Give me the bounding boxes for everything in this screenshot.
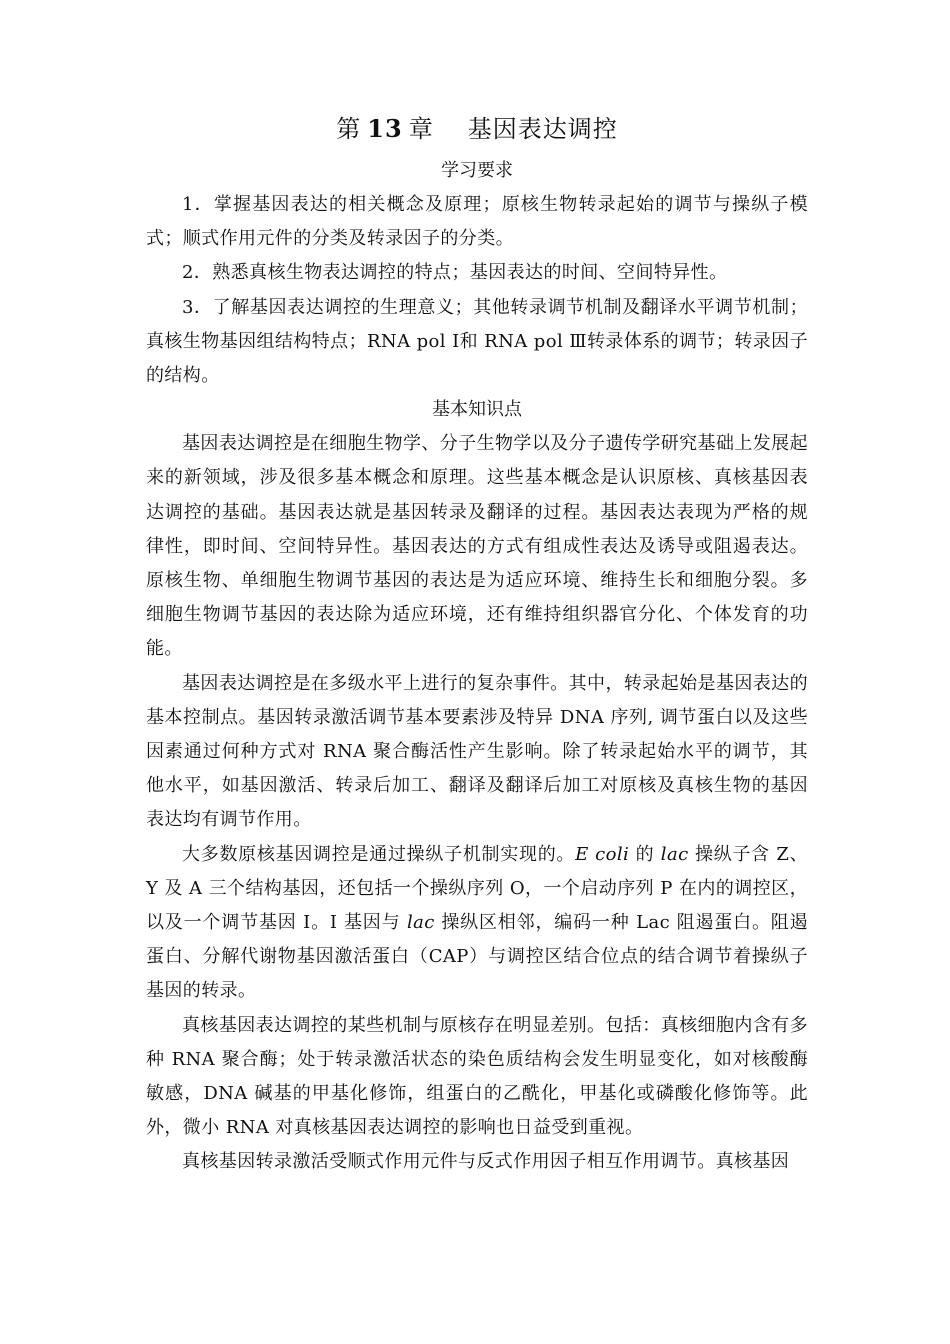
knowledge-paragraph-2: 基因表达调控是在多级水平上进行的复杂事件。其中，转录起始是基因表达的基本控制点。基因转录激活调节基本要素涉及特异 DNA 序列, 调节蛋白以及这些因素通过何种方式对 RNA 聚合酶活性产生影响。除了转录起始水平的调节，其他水平，如基因激活、转录后加工、翻译及翻译后加工对原核及真核生物的基因表达均有调节作用。 [146,672,808,831]
requirement-item-2: 2．熟悉真核生物表达调控的特点；基因表达的时间、空间特异性。 [182,262,728,284]
knowledge-heading: 基本知识点 [432,399,522,421]
knowledge-paragraph-3 [146,838,808,1009]
knowledge-paragraph-5: 真核基因转录激活受顺式作用元件与反式作用因子相互作用调节。真核基因 [182,1151,790,1173]
lac-term: lac [660,843,689,865]
document-page [146,112,808,1180]
requirement-item-3: 3．了解基因表达调控的生理意义；其他转录调节机制及翻译水平调节机制；真核生物基因组结构特点；RNA pol Ⅰ和 RNA pol Ⅲ转录体系的调节；转录因子的结构。 [146,296,808,387]
p3-text-c: 的 [629,843,661,865]
chapter-prefix: 第 [336,115,362,143]
requirement-item-1: 1．掌握基因表达的相关概念及原理；原核生物转录起始的调节与操纵子模式；顺式作用元件的分类及转录因子的分类。 [146,194,808,250]
chapter-suffix: 章 [408,115,434,143]
p3-text-g: 操纵区相邻，编码一种 Lac 阻遏蛋白。阻遏蛋白、分解代谢物基因激活蛋白（CAP）与调控区结合位点的结合调节着操纵子基因的转录。 [146,912,808,1002]
e-coli-term: E coli [575,843,630,865]
requirements-heading: 学习要求 [441,160,513,181]
knowledge-paragraph-4: 真核基因表达调控的某些机制与原核存在明显差别。包括：真核细胞内含有多种 RNA 聚合酶；处于转录激活状态的染色质结构会发生明显变化，如对核酸酶敏感，DNA 碱基的甲基化修饰，组蛋白的乙酰化，甲基化或磷酸化修饰等。此外，微小 RNA 对真核基因表达调控的影响也日益受到重视。 [146,1014,808,1139]
chapter-number: 13 [367,114,403,143]
chapter-name: 基因表达调控 [467,115,618,143]
knowledge-paragraph-1: 基因表达调控是在细胞生物学、分子生物学以及分子遗传学研究基础上发展起来的新领域，涉及很多基本概念和原理。这些基本概念是认识原核、真核基因表达调控的基础。基因表达就是基因转录及翻译的过程。基因表达表现为严格的规律性，即时间、空间特异性。基因表达的方式有组成性表达及诱导或阻遏表达。原核生物、单细胞生物调节基因的表达是为适应环境、维持生长和细胞分裂。多细胞生物调节基因的表达除为适应环境，还有维持组织器官分化、个体发育的功能。 [146,433,808,660]
p3-text-e: 操纵子含 Z、Y 及 A 三个结构基因，还包括一个操纵序列 O，一个启动序列 P 在内的调控区，以及一个调节基因 I。I 基因与 [146,843,808,934]
p3-text-a: 大多数原核基因调控是通过操纵子机制实现的。 [182,843,576,865]
lac-term-2: lac [407,912,435,934]
chapter-title [146,112,808,146]
